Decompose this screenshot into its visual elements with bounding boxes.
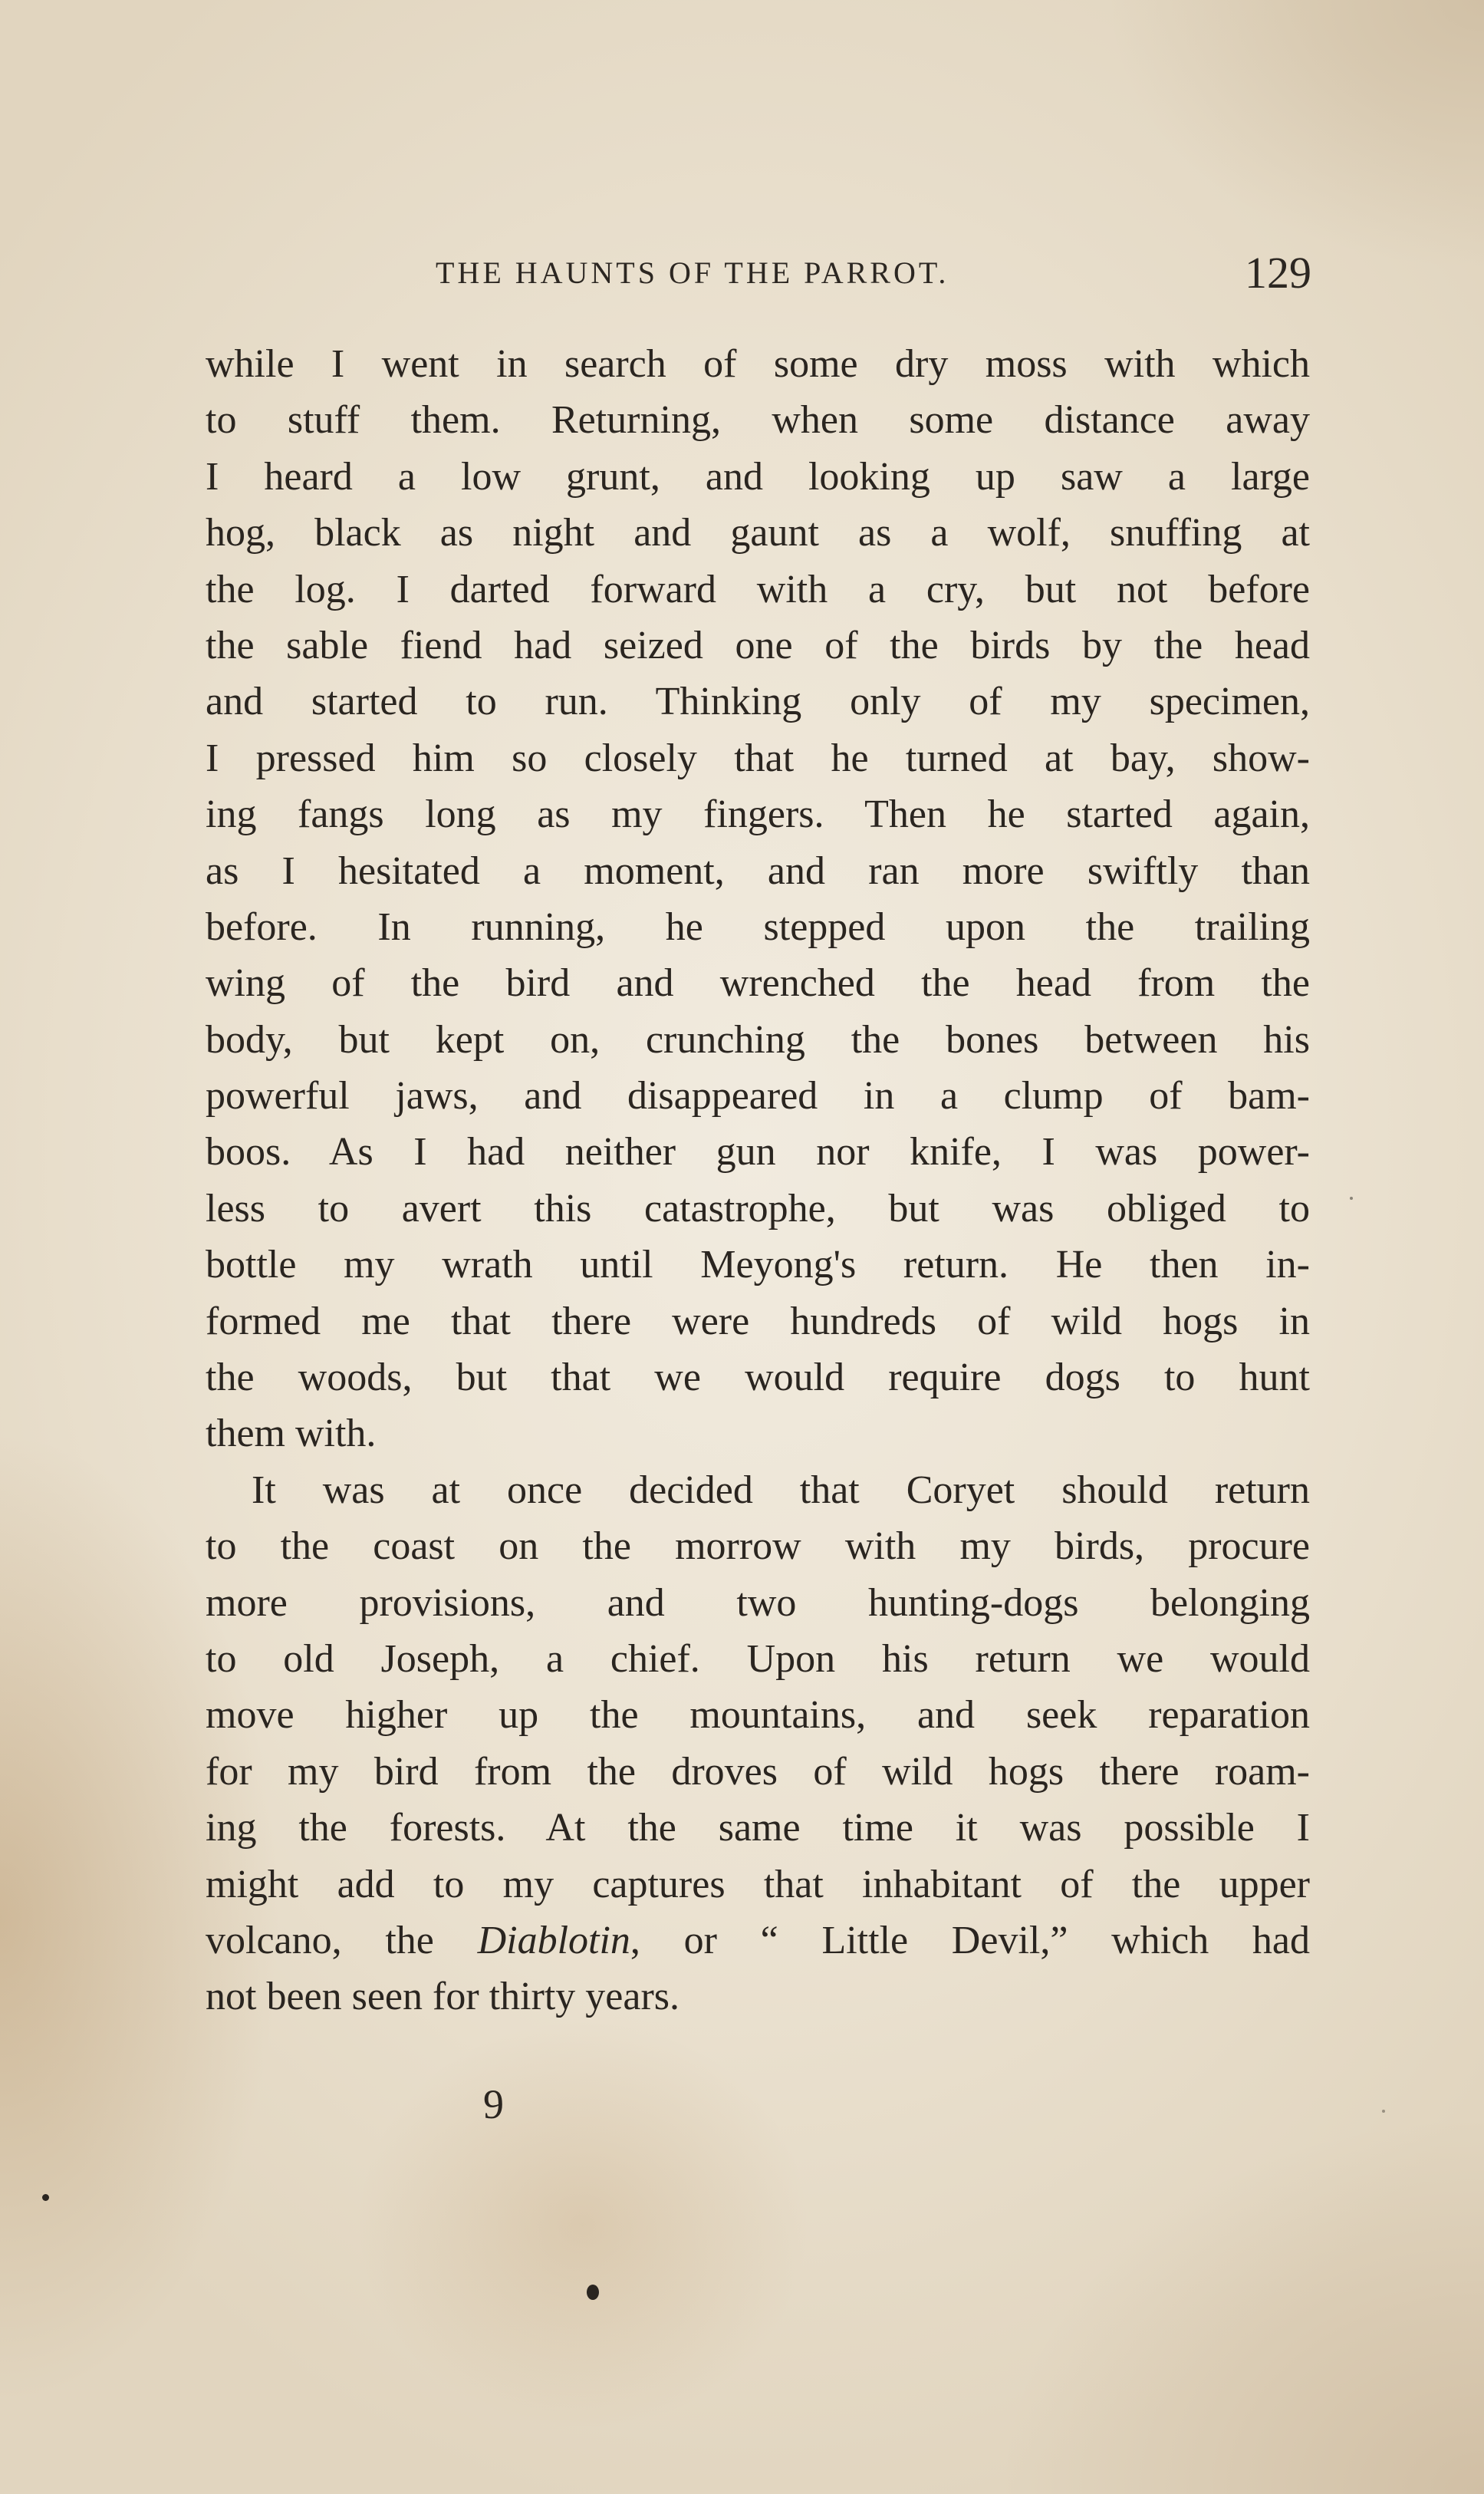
ink-spot xyxy=(42,2194,49,2201)
text-line: to stuff them. Returning, when some distance away xyxy=(206,398,1310,443)
text-line: them with. xyxy=(206,1412,377,1456)
ink-spot xyxy=(587,2285,599,2300)
text-line: to old Joseph, a chief. Upon his return we would xyxy=(206,1636,1310,1681)
body-text xyxy=(206,336,1310,2025)
ink-spot xyxy=(1350,1197,1353,1200)
text-line: bottle my wrath until Meyong's return. He then in- xyxy=(206,1243,1310,1287)
text-line: for my bird from the droves of wild hogs there roam- xyxy=(206,1749,1310,1794)
text-line: less to avert this catastrophe, but was obliged to xyxy=(206,1186,1310,1231)
signature-mark: 9 xyxy=(483,2081,504,2127)
page-number: 129 xyxy=(1245,248,1311,298)
text-line: body, but kept on, crunching the bones between his xyxy=(206,1017,1310,1062)
text-line: I heard a low grunt, and looking up saw a large xyxy=(206,454,1310,499)
text-line: powerful jaws, and disappeared in a clump of bam- xyxy=(206,1074,1310,1119)
text-line: the sable fiend had seized one of the birds by the head xyxy=(206,623,1310,667)
italic-term: Diablotin xyxy=(477,1918,630,1962)
text-line: to the coast on the morrow with my birds, procure xyxy=(206,1524,1310,1569)
text-line: move higher up the mountains, and seek reparation xyxy=(206,1693,1310,1738)
running-head: THE HAUNTS OF THE PARROT. xyxy=(436,255,949,290)
text-line-mixed xyxy=(206,1913,1310,1969)
text-line: ing the forests. At the same time it was possible I xyxy=(206,1806,1310,1850)
text-line: formed me that there were hundreds of wild hogs in xyxy=(206,1299,1310,1343)
page-header xyxy=(207,248,1311,299)
text-line: wing of the bird and wrenched the head from the xyxy=(206,961,1310,1006)
text-line: more provisions, and two hunting-dogs belonging xyxy=(206,1580,1310,1625)
text-line: the log. I darted forward with a cry, but not before xyxy=(206,567,1310,611)
text-run: , or “ Little Devil,” which had xyxy=(630,1918,1311,1962)
text-line: It was at once decided that Coryet should return xyxy=(252,1468,1310,1512)
text-line: as I hesitated a moment, and ran more swiftly than xyxy=(206,848,1310,893)
text-line: while I went in search of some dry moss with which xyxy=(206,342,1310,386)
text-line: I pressed him so closely that he turned at bay, show- xyxy=(206,736,1310,780)
text-line: might add to my captures that inhabitant of the upper xyxy=(206,1862,1310,1906)
paragraph-2 xyxy=(206,1462,1310,2025)
paragraph-1 xyxy=(206,336,1310,1462)
text-run: volcano, the xyxy=(206,1918,478,1962)
ink-spot xyxy=(1382,2110,1385,2113)
text-line: the woods, but that we would require dogs to hunt xyxy=(206,1356,1310,1400)
text-line: before. In running, he stepped upon the trailing xyxy=(206,904,1310,949)
text-line: and started to run. Thinking only of my specimen, xyxy=(206,680,1310,724)
text-line: boos. As I had neither gun nor knife, I was power- xyxy=(206,1130,1310,1175)
text-line: not been seen for thirty years. xyxy=(206,1975,680,2019)
text-line: ing fangs long as my fingers. Then he started again, xyxy=(206,792,1310,837)
text-line: hog, black as night and gaunt as a wolf, snuffing at xyxy=(206,511,1310,555)
